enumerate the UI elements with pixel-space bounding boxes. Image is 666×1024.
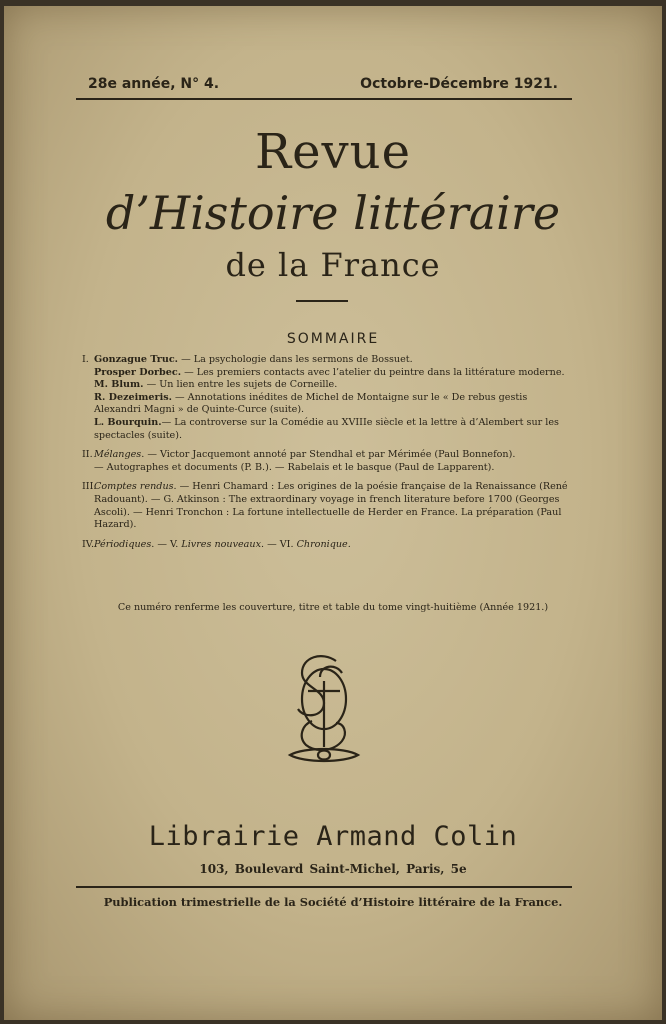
toc-separator: . — VI. [261,538,297,550]
publisher-name: Librairie Armand Colin [148,821,518,852]
section-title: Comptes rendus [94,481,174,493]
toc-entry [82,481,576,531]
issue-line [76,76,572,96]
top-rule [76,98,572,100]
issue-number: 28e année, N° 4. [88,76,220,92]
toc-author: M. Blum. [94,379,144,391]
sommaire-heading: SOMMAIRE [286,331,380,347]
table-of-contents [82,354,576,551]
publisher-address: 103, Boulevard Saint-Michel, Paris, 5e [199,862,467,876]
toc-text: — Un lien entre les sujets de Corneille. [143,379,338,391]
footer-rule [76,886,572,888]
toc-entry [82,417,576,442]
toc-author: L. Bourquin. [94,416,162,428]
toc-text: — Autographes et documents (P. B.). — Rabelais et le basque (Paul de Lapparent). [94,461,495,473]
section-title: Périodiques [94,538,152,550]
toc-text: — La psychologie dans les sermons de Bossuet. [178,354,413,365]
section-title: Mélanges [94,449,142,461]
toc-author: Gonzague Truc. [94,354,179,365]
footer-text: Publication trimestrielle de la Société d’Histoire littéraire de la France. [103,895,563,909]
section-number: IV. [82,538,95,550]
toc-entry [82,539,576,552]
toc-entry [82,379,576,392]
issue-date: Octobre-Décembre 1921. [360,76,558,92]
toc-author: Prosper Dorbec. [94,366,182,378]
toc-entry [82,449,576,462]
toc-entry [82,354,576,367]
toc-text: — Annotations inédites de Michel de Montaigne sur le « De rebus gestis Alexandri Magni » de Quinte-Curce (suite). [94,391,528,416]
toc-entry [82,462,576,475]
toc-separator: . — V. [151,538,182,550]
toc-text: . — Henri Chamard : Les origines de la poésie française de la Renaissance (René Radouant). — G. Atkinson : The extraordinary voyage in french literature before 1700 (Georges Ascoli). — Henri Tronchon : La fortune intellectuelle de Herder en France. La préparation (Paul Hazard). [94,481,568,531]
section-title: Livres nouveaux [181,538,261,550]
section-number: III. [82,481,97,493]
section-number: I. [82,354,89,365]
section-title: Chronique [296,538,348,550]
toc-entry [82,392,576,417]
publisher-monogram-icon [284,651,364,769]
section-number: II. [82,449,93,461]
toc-text: . — Victor Jacquemont annoté par Stendhal et par Mérimée (Paul Bonnefon). [141,449,516,461]
title-line-1: Revue [255,124,411,180]
title-line-2: d’Histoire littéraire [105,186,561,240]
volume-note: Ce numéro renferme les couverture, titre et table du tome vingt-huitième (Année 1921.) [117,602,549,613]
toc-author: R. Dezeimeris. [94,391,172,403]
toc-entry [82,367,576,380]
journal-cover [4,6,662,1020]
title-divider [296,300,348,302]
toc-separator: . [347,538,351,550]
toc-text: — Les premiers contacts avec l’atelier du peintre dans la littérature moderne. [181,366,565,378]
toc-text: — La controverse sur la Comédie au XVIIIe siècle et la lettre à d’Alembert sur les spectacles (suite). [94,416,559,441]
title-line-3: de la France [225,246,441,284]
